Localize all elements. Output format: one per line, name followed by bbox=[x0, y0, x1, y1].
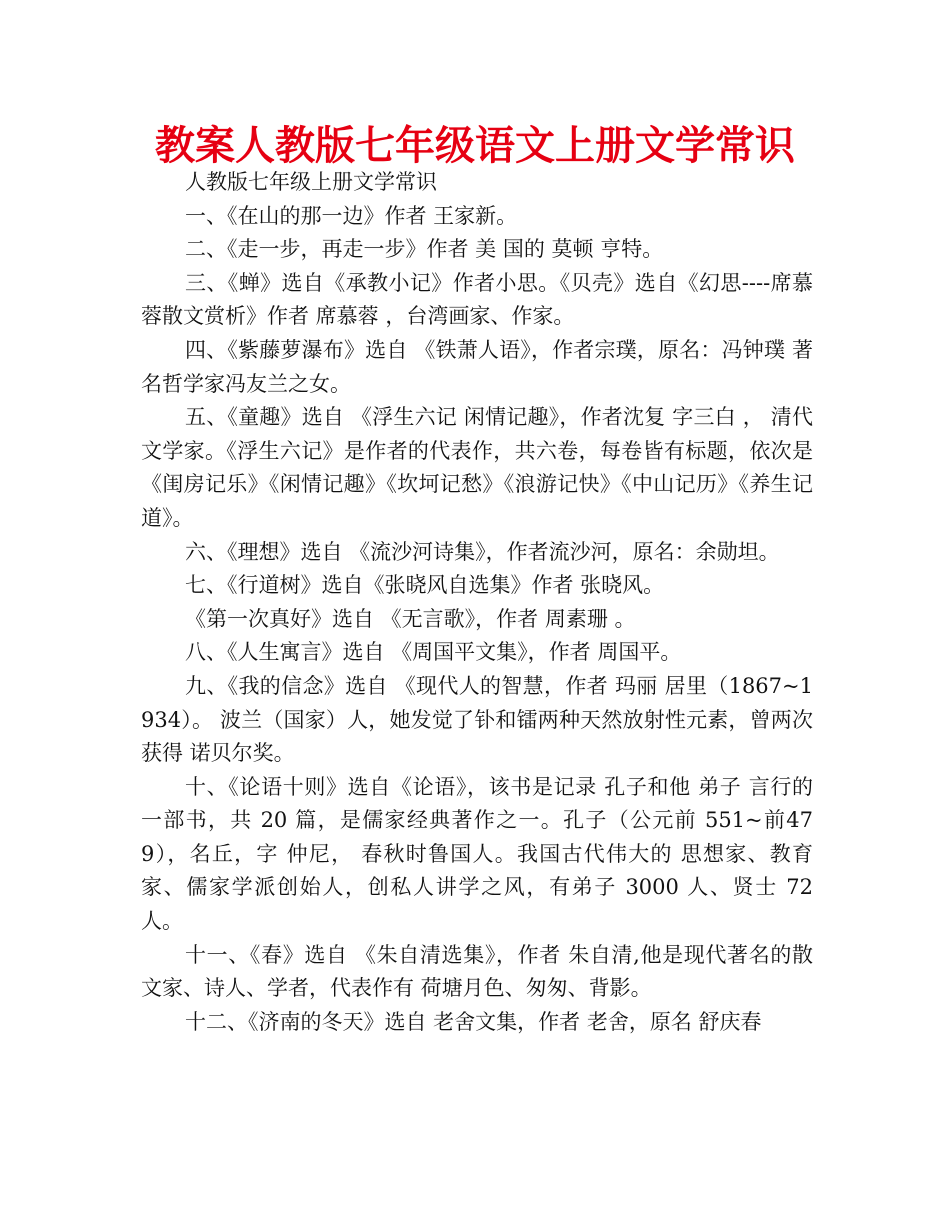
document-body bbox=[141, 166, 813, 1039]
paragraph-1: 一、《在山的那一边》作者 王家新。 bbox=[185, 203, 518, 228]
paragraph-9: 九、《我的信念》选自 《现代人的智慧，作者 玛丽 居里（1867~1934）。 波兰（国家）人，她发觉了钋和镭两种天然放射性元素，曾两次获得 诺贝尔奖。 bbox=[141, 673, 813, 766]
paragraph-7b: 《第一次真好》选自 《无言歌》，作者 周素珊 。 bbox=[185, 606, 636, 631]
paragraph-6: 六、《理想》选自 《流沙河诗集》，作者流沙河，原名：余勋坦。 bbox=[185, 539, 780, 564]
document-title: 教案人教版七年级语文上册文学常识 bbox=[155, 123, 795, 169]
subtitle-paragraph: 人教版七年级上册文学常识 bbox=[185, 170, 437, 194]
paragraph-11: 十一、《春》选自 《朱自清选集》，作者 朱自清,他是现代著名的散文家、诗人、学者，代表作有 荷塘月色、匆匆、背影。 bbox=[141, 942, 813, 1001]
paragraph-12: 十二、《济南的冬天》选自 老舍文集，作者 老舍，原名 舒庆春 bbox=[185, 1009, 762, 1034]
paragraph-3: 三、《蝉》选自《承教小记》作者小思。《贝壳》选自《幻思----席慕蓉散文赏析》作者 席慕蓉 ，台湾画家、作家。 bbox=[141, 270, 813, 329]
paragraph-10: 十、《论语十则》选自《论语》，该书是记录 孔子和他 弟子 言行的一部书，共 20 篇，是儒家经典著作之一。孔子（公元前 551~前479），名丘，字 仲尼， 春秋时鲁国人。我国古代伟大的 思想家、教育家、儒家学派创始人，创私人讲学之风，有弟子 3000 人、贤士 72 人。 bbox=[141, 774, 813, 934]
paragraph-8: 八、《人生寓言》选自 《周国平文集》，作者 周国平。 bbox=[185, 640, 682, 665]
paragraph-4: 四、《紫藤萝瀑布》选自 《铁萧人语》，作者宗璞，原名：冯钟璞 著名哲学家冯友兰之女。 bbox=[141, 337, 813, 396]
paragraph-2: 二、《走一步，再走一步》作者 美 国的 莫顿 亨特。 bbox=[185, 237, 664, 262]
paragraph-7: 七、《行道树》选自《张晓风自选集》作者 张晓风。 bbox=[185, 573, 665, 598]
paragraph-5: 五、《童趣》选自 《浮生六记 闲情记趣》，作者沈复 字三白 ， 清代文学家。《浮生六记》是作者的代表作，共六卷，每卷皆有标题，依次是《闺房记乐》《闲情记趣》《坎坷记愁》《浪游记快》《中山记历》《养生记道》。 bbox=[141, 405, 813, 530]
